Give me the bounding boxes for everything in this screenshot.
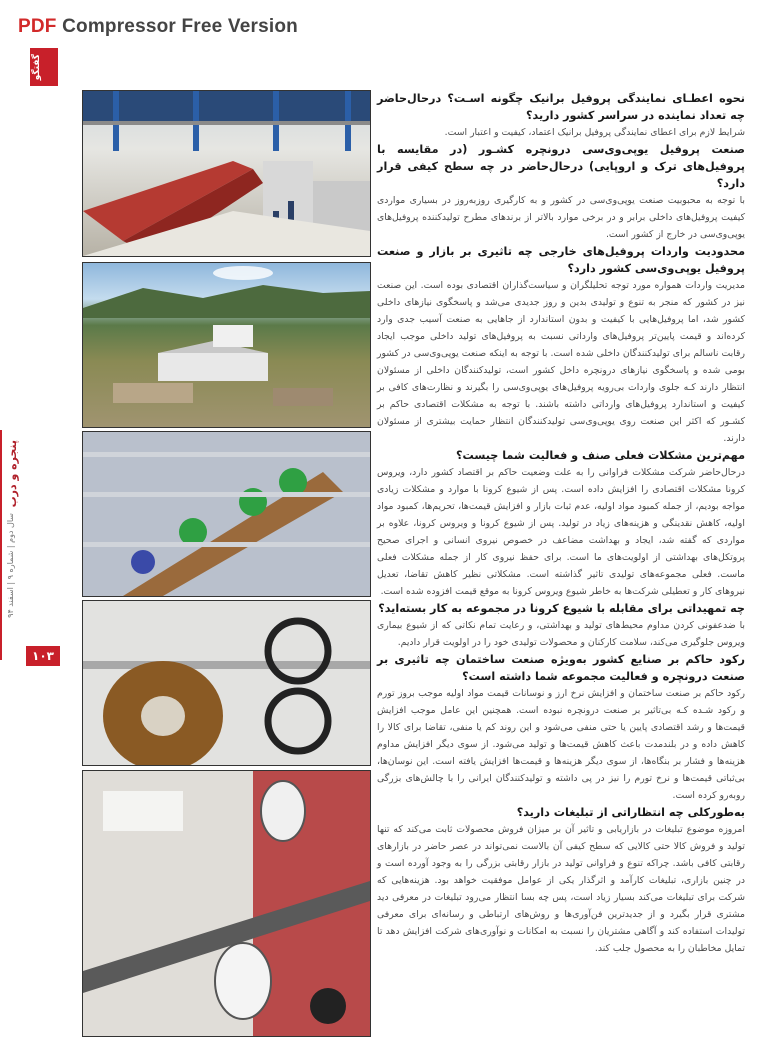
section-tab-label: گفتگو [32,54,42,81]
magazine-side-title [6,440,46,640]
packaging-machine-photo [82,770,371,1037]
page-number: ۱۰۳ [26,646,60,666]
question-heading: چه تمهیداتی برای مقابله با شیوع کرونا در مجموعه به کار بسته‌اید؟ [378,602,745,615]
watermark-pdf: PDF [18,16,57,37]
film-rolls-photo [82,600,371,766]
answer-paragraph: شرایط لازم برای اعطای نمایندگی پروفیل برانیک اعتماد، کیفیت و اعتبار است. [444,127,745,138]
question-heading: رکود حاکم بر صنایع کشور به‌ویژه صنعت ساختمان چه تاثیری بر صنعت درونچره و فعالیت مجموعه شما داشته است؟ [377,653,745,683]
factory-aerial-photo [82,262,371,428]
question-heading: صنعت پروفیل یوپی‌وی‌سی درونچره کشـور (در مقایسه با پروفیل‌های ترک و اروپایی) درحال‌حاضر در چه سطح کیفی قرار دارد؟ [377,143,745,190]
side-rule [0,430,2,660]
article-body [377,90,745,957]
question-heading: نحوه اعطـای نمایندگی پروفیل برانیک چگونه اسـت؟ درحال‌حاضر چه تعداد نماینده در سراسر کشور دارید؟ [377,92,745,122]
section-tab [30,48,58,86]
watermark [18,16,298,38]
answer-paragraph: با توجه به محبوبیت صنعت یوپی‌وی‌سی در کشور و به کارگیری روزبه‌روز در بسیاری مواردی کیفیت پروفیل‌های داخلی برابر و در برخی موارد بالاتر از برندهای مطرح تولیدکننده پروفیل‌های یوپی‌وی‌سی در خارج از کشور است. [377,195,745,240]
question-heading: محدودیت واردات پروفیل‌های خارجی چه تاثیری بر بازار و صنعت پروفیل یوپی‌وی‌سی کشور دارد؟ [377,245,745,275]
answer-paragraph: درحال‌حاضر شرکت مشکلات فراوانی را به علت وضعیت حاکم بر اقتصاد کشور دارد، ویروس کرونا مشکلات اقتصادی را افزایش داده است. پس از شیوع کرونا با موارد و مشکلات زیادی مواجه بودیم، از جمله کمبود مواد اولیه، عدم ثبات بازار و افزایش قیمت‌ها، تحریم‌ها، کمبود مواد اولیه، کاهش نقدینگی و هزینه‌های زیاد در تولید. پس از شیوع کرونا و ویروس کرونا، علاوه بر مواردی که گفته شد، ایجاد و بهداشت مضاعف در خصوص نیروی انسانی و اجرای صحیح پروتکل‌های بهداشتی از اولویت‌های ما است. برای حفظ نیروی کار از جمله مشکلات فعلی ماست. فعلی مجموعه‌های تولیدی تاثیر گذاشته است. مشکلاتی نظیر کاهش تقاضا، تعدیل نیروهای کار و تعطیلی شرکت‌ها به خاطر شیوع ویروس کرونا به موقع قیمت افزوده شده است. [377,467,745,597]
answer-paragraph: با ضدعفونی کردن مداوم محیط‌های تولید و بهداشتی، و رعایت تمام نکاتی که از شیوع بیماری ویروس جلوگیری می‌کند، سلامت کارکنان و محصولات تولیدی خود را در اولویت قرار دادیم. [377,620,745,648]
question-heading: مهم‌ترین مشکلات فعلی صنف و فعالیت شما چیست؟ [455,449,745,462]
extrusion-line-photo [82,90,371,257]
question-heading: به‌طورکلی چه انتظاراتی از تبلیغات دارید؟ [516,806,745,819]
watermark-text: Compressor Free Version [56,16,298,37]
answer-paragraph: امروزه موضوع تبلیغات در بازاریابی و تاثیر آن بر میزان فروش محصولات ثابت می‌کند که تنها تولید و فروش کالا حتی کالایی که سطح کیفی آن بالاست نمی‌تواند در عصر حاضر در بازارهای رقابتی کافی باشد. چراکه تنوع و فراوانی تولید در بازار رقابتی بزرگی را به وجود آورده است و در چنین بازاری، تبلیغات کارآمد و اثرگذار یکی از عوامل موفقیت خواهد بود. هزینه‌هایی که شرکت برای تبلیغات می‌کند بسیار زیاد است، پس چه بسا انتظار می‌رود تبلیغات در معرفی دید مشتری قرار بگیرد و از جدیدترین فن‌آوری‌ها و روش‌های ارتباطی و رسانه‌ای برای معرفی تولیدات استفاده کند و آگاهی مشتریان را نسبت به امکانات و نوآوری‌های شرکت افزایش دهد تا تمایل مخاطبان را به محصول جلب کند. [377,824,745,954]
green-pipes-photo [82,431,371,597]
answer-paragraph: مدیریت واردات همواره مورد توجه تحلیلگران و سیاست‌گذاران اقتصادی بوده است. این صنعت نیز در کشور که منجر به تنوع و تولیدی بدین و روز جدیدی می‌شد و پاسخگوی نیازهای داخلی کشور شد، اما پروفیل‌هایی با کیفیت و بدون استاندارد از جاهایی به صنعت آسیب جدی وارد کرده‌اند و قیمت پایین‌تر پروفیل‌های وارداتی نسبت به پروفیل‌های تولید داخلی موجب ایجاد رقابت ناسالم برای تولیدکنندگان داخلی شده است. با توجه به اینکه صنعت یوپی‌وی‌سی در کشور بومی شده و پاسخگوی نیازهای درونچره داخل کشور است، تولیدکنندگان داخلی از مسئولان انتظار دارند کـه جلوی واردات بی‌رویه پروفیل‌های یوپی‌وی‌سی را بگیرند و نظارت‌های کافی بر کیفیت و استاندارد پروفیل‌های وارداتی داشته باشند. با توجه به مشکلات اقتصادی حاکم بر کشـور که اکثر این صنعت روی یوپی‌وی‌سی تولیدکنندگان انتظار حمایت بیشتری از مسئولان دارند. [377,280,745,444]
answer-paragraph: رکود حاکم بر صنعت ساختمان و افزایش نرخ ارز و نوسانات قیمت مواد اولیه موجب بروز تورم و رکود شـده کـه بی‌تاثیر بر صنعت درونچره نبوده است. همچنین این عامل موجب افزایش قیمت‌ها و رشد اقتصادی پایین یا حتی منفی می‌شود و این روند کم یا منفی، تقاضا برای کالا را کاهش داده و در بلندمدت باعث کاهش قیمت‌ها و تولید می‌شود. از سوی دیگر افزایش مداوم هزینه‌ها و فشار بر بنگاه‌ها، از سوی دیگر هزینه‌ها و قیمت‌ها افزایش یافته است. این نوسان‌ها، بی‌ثباتی قیمت‌ها و نرخ تورم را نیز در پی داشته و تولیدکنندگان ایرانی را با چالش‌های بزرگی روبه‌رو کرده است. [377,688,745,801]
magazine-issue: سال دوم | شماره ۹ | اسفند ۹۴ [6,513,15,619]
magazine-title: پنجره و درب [6,440,19,508]
